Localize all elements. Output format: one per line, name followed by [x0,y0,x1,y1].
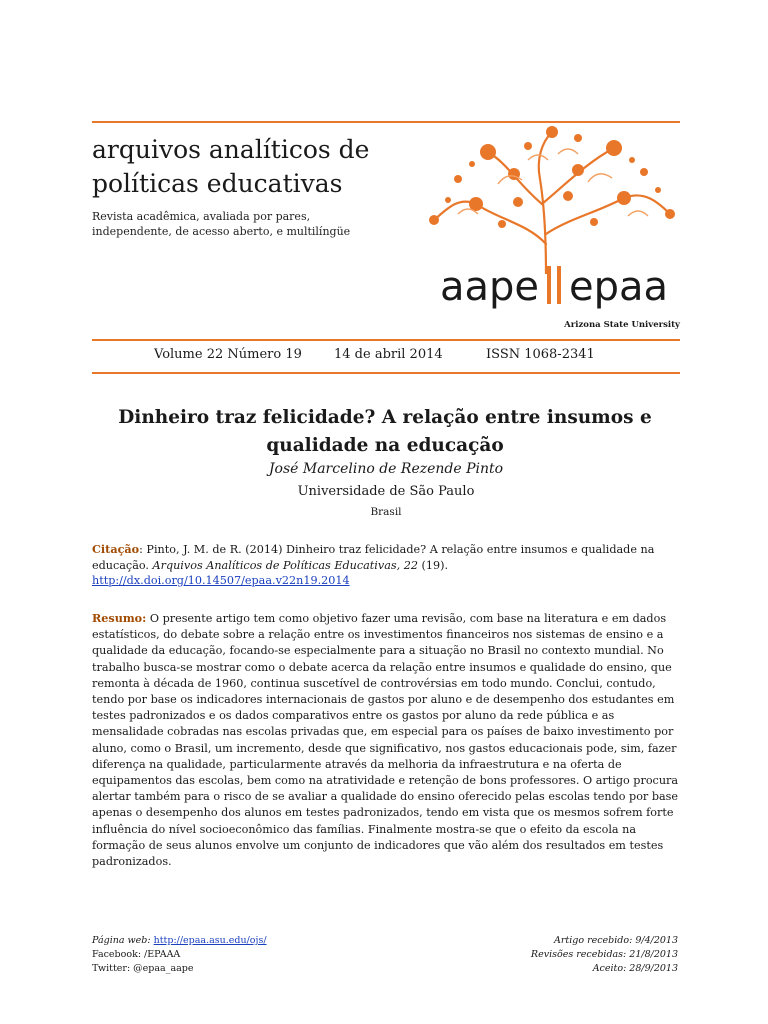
abstract-label: Resumo: [92,611,147,625]
issue-issn: ISSN 1068-2341 [486,347,595,362]
author-affiliation: Universidade de São Paulo [297,484,475,499]
citation-doi-link[interactable]: http://dx.doi.org/10.14507/epaa.v22n19.2014 [92,574,350,587]
logo-right-text: epaa [569,264,669,310]
issue-info-bar [92,344,680,366]
footer-received: Artigo recebido: 9/4/2013 [554,935,678,946]
footer-web-label: Página web: [92,935,154,946]
footer-web [92,934,392,948]
footer-dates [378,934,678,976]
footer-revisions: Revisões recebidas: 21/8/2013 [530,949,678,960]
footer-facebook: Facebook: /EPAAA [92,949,181,960]
citation-issue: (19). [417,558,449,572]
footer-twitter: Twitter: @epaa_aape [92,963,194,974]
issue-date: 14 de abril 2014 [334,347,443,362]
journal-title: arquivos analíticos de políticas educativas [92,135,370,198]
university-label: Arizona State University [564,320,680,330]
journal-subtitle: Revista acadêmica, avaliada por pares, independente, de acesso aberto, e multilíngüe [92,210,351,238]
issue-bottom-rule [92,372,680,374]
author-name: José Marcelino de Rezende Pinto [268,461,504,477]
citation-label: Citação [92,542,140,556]
author-country: Brasil [370,506,402,518]
abstract-text: O presente artigo tem como objetivo fazer uma revisão, com base na literatura e em dados estatísticos, do debate sobre a relação entre os investimentos financeiros nos sistemas de ensino e a qualidade da educação, focando-se especialmente para a situação no Brasil no contexto mundial. No trabalho busca-se mostrar como o debate acerca da relação entre insumos e qualidade do ensino, que remonta à década de 1960, continua suscetível de controvérsias em todo mundo. Conclui, contudo, tendo por base os indicadores internacionais de gastos por aluno e de desempenho dos estudantes em testes padronizados e os dados comparativos entre os gastos por aluno da rede pública e as mensalidade cobradas nas escolas privadas que, em especial para os países de baixo investimento por aluno, como o Brasil, um incremento, desde que significativo, nos gastos educacionais pode, sim, fazer diferença na qualidade, particularmente através da melhoria da infraestrutura e na oferta de equipamentos das escolas, bem como na atratividade e retenção de bons professores. O artigo procura alertar também para o risco de se avaliar a qualidade do ensino oferecido pelas escolas tendo por base apenas o desempenho dos alunos em testes padronizados, tendo em vista que os mesmos sofrem forte influência do nível socioeconômico das famílias. Finalmente mostra-se que o efeito da escola na formação de seus alunos envolve um conjunto de indicadores que vão além dos resultados em testes padronizados. [92,612,679,869]
abstract-block [92,610,682,870]
footer-accepted: Aceito: 28/9/2013 [592,963,678,974]
aape-epaa-logo [440,262,680,312]
header-top-rule [92,121,680,123]
issue-top-rule [92,339,680,341]
tree-logo-icon [418,124,682,274]
article-title: Dinheiro traz felicidade? A relação entre insumos e qualidade na educação [118,407,652,456]
footer-web-link[interactable]: http://epaa.asu.edu/ojs/ [153,935,267,946]
citation-block [92,542,682,589]
logo-left-text: aape [440,264,540,310]
citation-text: : Pinto, J. M. de R. (2014) Dinheiro traz felicidade? A relação entre insumos e qualidade na educação. [92,543,655,572]
footer-contacts [92,934,392,976]
issue-volume: Volume 22 Número 19 [154,347,302,362]
logo-bars-icon [543,266,565,304]
citation-journal: Arquivos Analíticos de Políticas Educativas, 22 [152,558,418,572]
